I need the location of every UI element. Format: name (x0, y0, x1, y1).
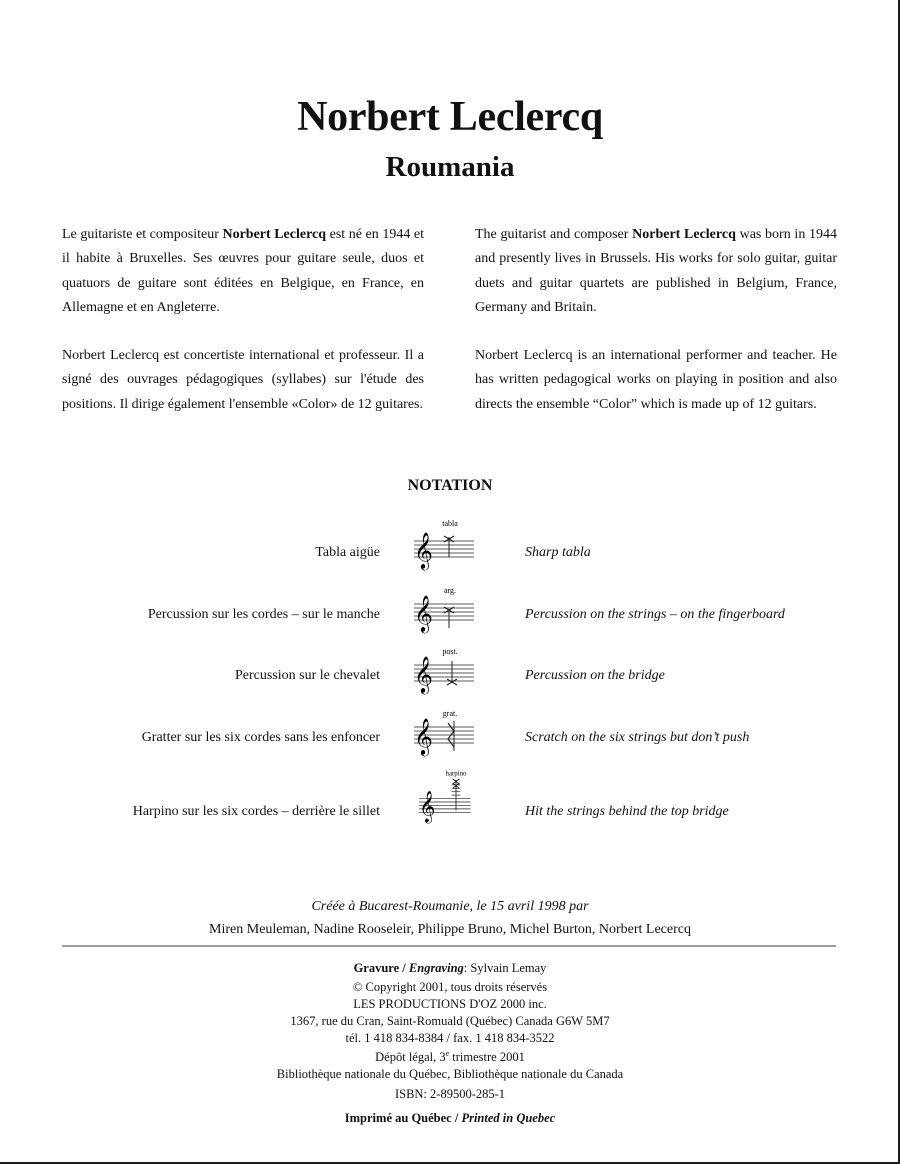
text: Engraving (408, 961, 464, 975)
notation-label-fr: Harpino sur les six cordes – derrière le sillet (132, 804, 380, 819)
bio-french-paragraph-2: Norbert Leclercq est concertiste international et professeur. Il a signé des ouvrages pédagogiques (syllabes) sur l'étude des positions. Il dirige également l'ensemble «Color» de 12 guitares. (62, 348, 424, 412)
notation-label-en: Percussion on the bridge (525, 668, 665, 683)
bio-english (475, 223, 837, 441)
treble-clef-icon: 𝄞 (414, 594, 433, 632)
performers-list: Miren Meuleman, Nadine Rooseleir, Philippe Bruno, Michel Burton, Norbert Lecercq (209, 922, 691, 937)
bio-french-paragraph-1 (62, 223, 424, 320)
composer-name-inline: Norbert Leclercq (632, 227, 736, 242)
treble-clef-icon: 𝄞 (414, 717, 433, 755)
text: Le guitariste et compositeur (62, 227, 223, 242)
notation-label-fr: Tabla aigüe (315, 545, 380, 560)
notation-label-en: Percussion on the strings – on the fingerboard (525, 607, 785, 622)
bio-english-paragraph-2: Norbert Leclercq is an international performer and teacher. He has written pedagogical works on playing in position and also directs the ensemble “Color” which is made up of 12 guitars. (475, 348, 837, 412)
bio-english-paragraph-1 (475, 223, 837, 320)
staff-marking-text: tabla (442, 519, 458, 528)
publisher-address: 1367, rue du Cran, Saint-Romuald (Québec) Canada G6W 5M7 (290, 1014, 610, 1028)
text: Printed in Quebec (461, 1111, 556, 1125)
text: est né en 1944 et il habite à Bruxelles. Ses œuvres pour guitare seule, duos et quatuors de guitare sont éditées en Belgique, en France, en Allemagne et en Angleterre. (62, 227, 424, 315)
publisher-phone: tél. 1 418 834-8384 / fax. 1 418 834-3522 (345, 1031, 555, 1045)
composer-name-inline: Norbert Leclercq (222, 227, 327, 242)
text: trimestre 2001 (449, 1050, 525, 1064)
text: e (445, 1048, 450, 1058)
text: Gravure (353, 961, 400, 975)
staff-scratch-symbol (410, 705, 490, 765)
staff-fingerboard-symbol (410, 582, 490, 642)
staff-bridge-symbol (410, 643, 490, 703)
divider (62, 945, 836, 947)
staff-marking-text: post. (442, 647, 458, 656)
notation-label-fr: Percussion sur les cordes – sur le manche (147, 607, 380, 622)
copyright-line: © Copyright 2001, tous droits réservés (352, 980, 548, 994)
publisher-name: LES PRODUCTIONS D'OZ 2000 inc. (353, 997, 547, 1011)
treble-clef-icon: 𝄞 (414, 531, 433, 569)
staff-tabla-symbol (410, 515, 490, 575)
staff-harpino-symbol (410, 766, 490, 826)
engraving-credit (0, 960, 900, 977)
staff-marking-text: grat. (442, 709, 458, 718)
isbn: ISBN: 2-89500-285-1 (394, 1087, 506, 1101)
notation-label-fr: Gratter sur les six cordes sans les enfoncer (141, 730, 380, 745)
treble-clef-icon: 𝄞 (414, 655, 433, 693)
staff-marking-text: harpino (445, 770, 467, 778)
text: The guitarist and composer (475, 227, 633, 242)
text: Imprimé au Québec (344, 1111, 452, 1125)
work-title: Roumania (385, 151, 515, 183)
composer-name: Norbert Leclercq (297, 94, 603, 140)
notation-label-fr: Percussion sur le chevalet (234, 668, 380, 683)
text: : Sylvain Lemay (463, 961, 547, 975)
libraries-line: Bibliothèque nationale du Québec, Bibliothèque nationale du Canada (276, 1067, 624, 1081)
text: was born in 1944 and presently lives in Brussels. His works for solo guitar, guitar duets and guitar quartets are published in Belgium, France, Germany and Britain. (475, 227, 838, 315)
text: / (451, 1111, 462, 1125)
notation-label-en: Scratch on the six strings but don’t push (525, 730, 750, 745)
notation-label-en: Sharp tabla (525, 545, 591, 560)
premiere-info: Créée à Bucarest-Roumanie, le 15 avril 1998 par (311, 899, 589, 914)
text: Dépôt légal, 3 (375, 1050, 446, 1064)
legal-deposit (0, 1049, 900, 1066)
text: / (399, 961, 409, 975)
bio-french (62, 223, 424, 441)
printed-in (0, 1110, 900, 1127)
notation-heading: NOTATION (407, 477, 493, 494)
staff-marking-text: arg. (443, 586, 457, 595)
notation-label-en: Hit the strings behind the top bridge (525, 804, 729, 819)
treble-clef-icon: 𝄞 (419, 791, 436, 823)
